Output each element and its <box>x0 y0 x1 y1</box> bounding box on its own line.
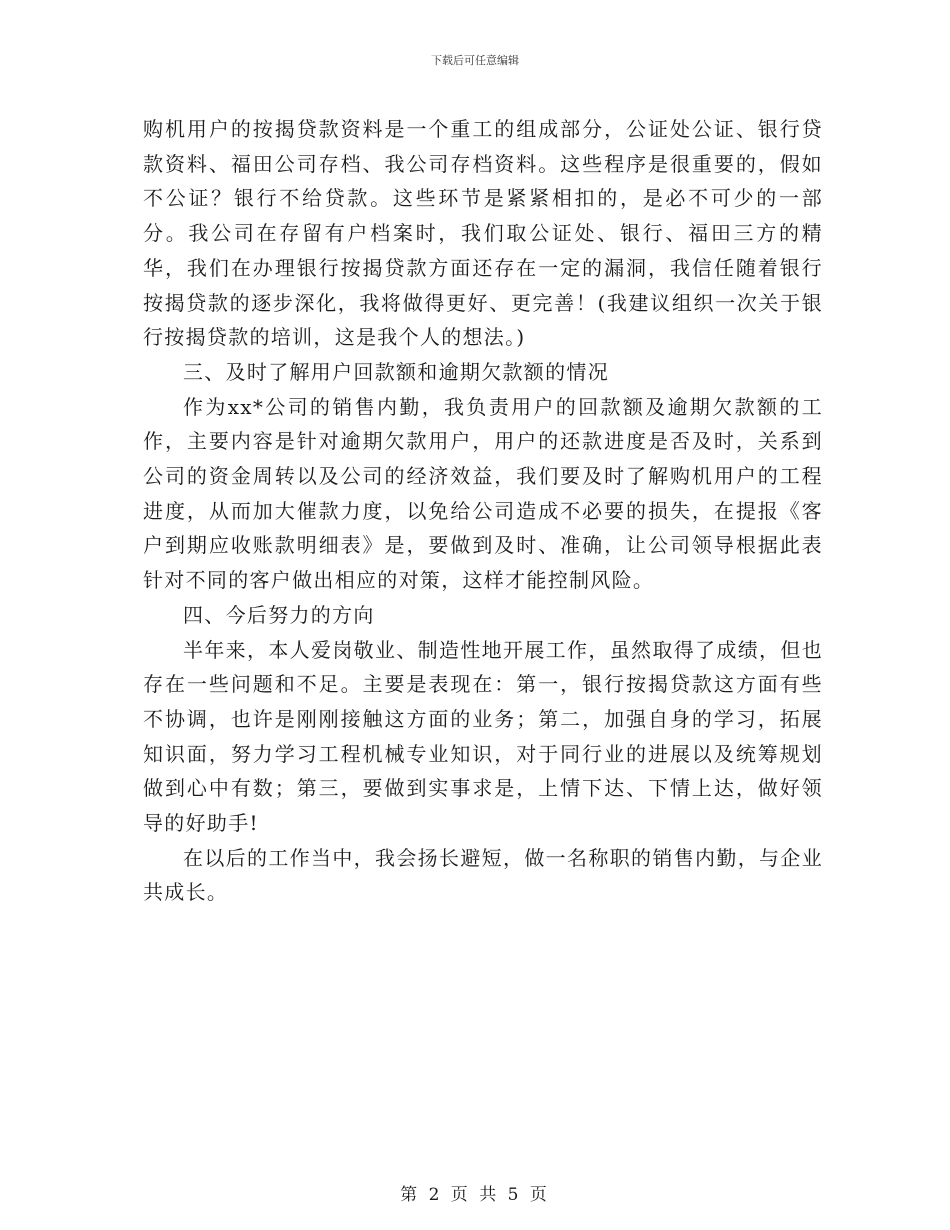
paragraph-repayment: 作为xx*公司的销售内勤，我负责用户的回款额及逾期欠款额的工作，主要内容是针对逾期欠款用户，用户的还款进度是否及时，关系到公司的资金周转以及公司的经济效益，我们要及时了解购机用户的工程进度，从而加大催款力度，以免给公司造成不必要的损失，在提报《客户到期应收账款明细表》是，要做到及时、准确，让公司领导根据此表针对不同的客户做出相应的对策，这样才能控制风险。 <box>143 394 823 593</box>
page-number-footer: 第 2 页 共 5 页 <box>400 1185 550 1205</box>
document-body <box>143 112 823 910</box>
section-heading-3: 三、及时了解用户回款额和逾期欠款额的情况 <box>183 359 609 384</box>
page-header: 下载后可任意编辑 <box>431 54 519 67</box>
paragraph-loan-materials: 购机用户的按揭贷款资料是一个重工的组成部分，公证处公证、银行贷款资料、福田公司存档、我公司存档资料。这些程序是很重要的，假如不公证？银行不给贷款。这些环节是紧紧相扣的，是必不可少的一部分。我公司在存留有户档案时，我们取公证处、银行、福田三方的精华，我们在办理银行按揭贷款方面还存在一定的漏洞，我信任随着银行按揭贷款的逐步深化，我将做得更好、更完善！(我建议组织一次关于银行按揭贷款的培训，这是我个人的想法。) <box>143 117 823 350</box>
paragraph-closing: 在以后的工作当中，我会扬长避短，做一名称职的销售内勤，与企业共成长。 <box>143 845 823 905</box>
section-heading-4: 四、今后努力的方向 <box>183 602 375 627</box>
paragraph-future-direction: 半年来，本人爱岗敬业、制造性地开展工作，虽然取得了成绩，但也存在一些问题和不足。主要是表现在：第一，银行按揭贷款这方面有些不协调，也许是刚刚接触这方面的业务；第二，加强自身的学习，拓展知识面，努力学习工程机械专业知识，对于同行业的进展以及统筹规划做到心中有数；第三，要做到实事求是，上情下达、下情上达，做好领导的好助手! <box>143 637 823 836</box>
